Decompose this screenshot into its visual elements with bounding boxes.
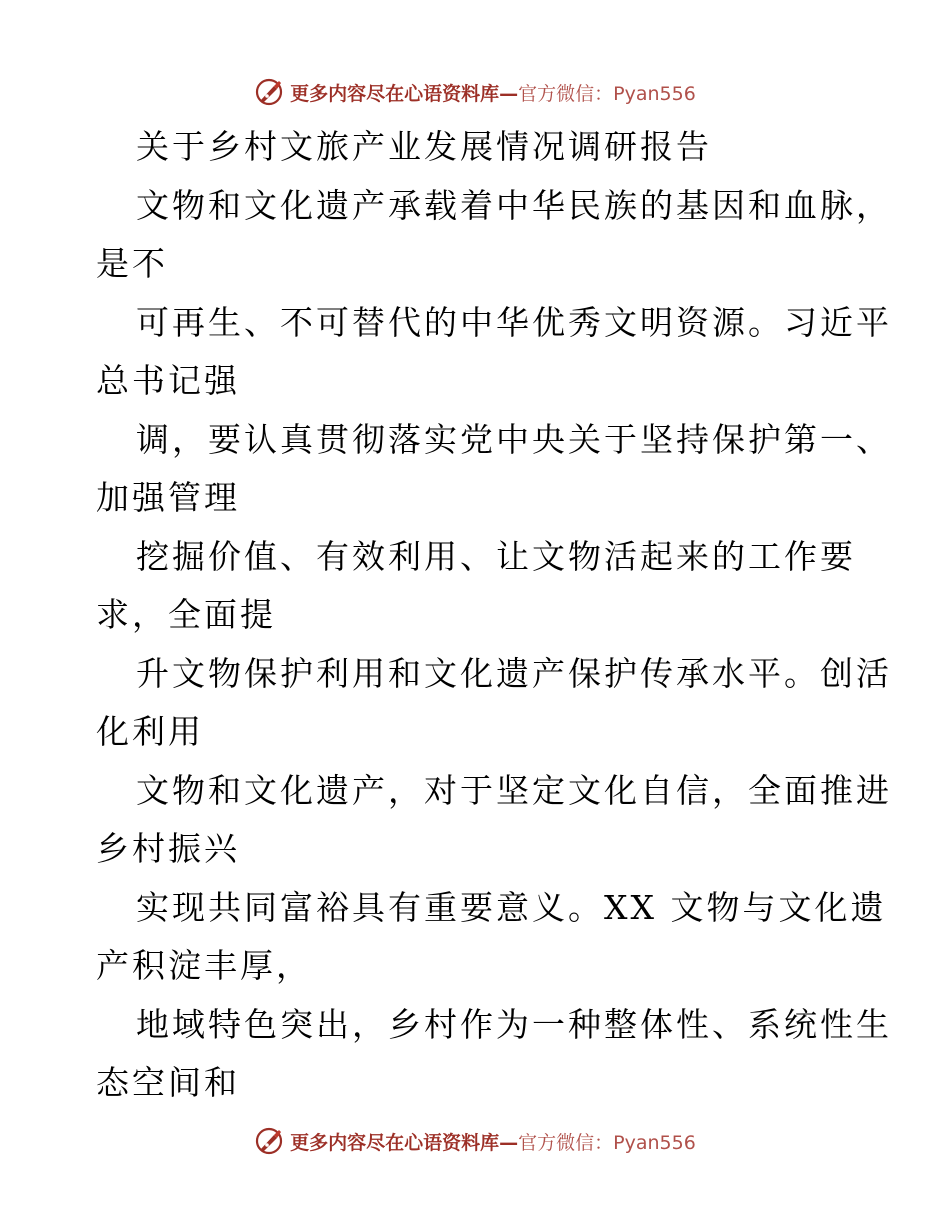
quill-pen-logo-icon [254,77,284,107]
watermark-text: 更多内容尽在心语资料库—官方微信：Pyan556 [290,1131,696,1154]
watermark-contact: 官方微信：Pyan556 [518,1131,696,1154]
paragraph-line: 是不 [96,244,168,283]
paragraph-line: 乡村振兴 [96,829,240,868]
paragraph-line: 文物和文化遗产，对于坚定文化自信，全面推进 [136,770,892,810]
header-watermark-banner [0,72,950,112]
paragraph-line: 总书记强 [96,361,240,400]
paragraph-line: 化利用 [96,712,204,751]
quill-pen-logo-icon [254,1126,284,1156]
paragraph-line: 求，全面提 [96,595,276,634]
paragraph-line: 文物和文化遗产承载着中华民族的基因和血脉， [136,185,892,225]
paragraph-line: 可再生、不可替代的中华优秀文明资源。习近平 [136,302,892,342]
paragraph-line: 调，要认真贯彻落实党中央关于坚持保护第一、 [136,419,892,459]
paragraph-line: 加强管理 [96,478,240,517]
watermark-text: 更多内容尽在心语资料库—官方微信：Pyan556 [290,82,696,105]
document-title: 关于乡村文旅产业发展情况调研报告 [136,127,712,166]
watermark-contact: 官方微信：Pyan556 [518,82,696,105]
paragraph-line: 挖掘价值、有效利用、让文物活起来的工作要 [136,536,856,576]
document-body [96,118,892,1113]
paragraph-line: 态空间和 [96,1063,240,1102]
footer-watermark-banner [0,1121,950,1161]
paragraph-line: 产积淀丰厚， [96,946,312,985]
paragraph-line: 升文物保护利用和文化遗产保护传承水平。创活 [136,653,892,693]
paragraph-line: 实现共同富裕具有重要意义。XX 文物与文化遗 [136,887,887,927]
paragraph-line: 地域特色突出，乡村作为一种整体性、系统性生 [136,1004,892,1044]
